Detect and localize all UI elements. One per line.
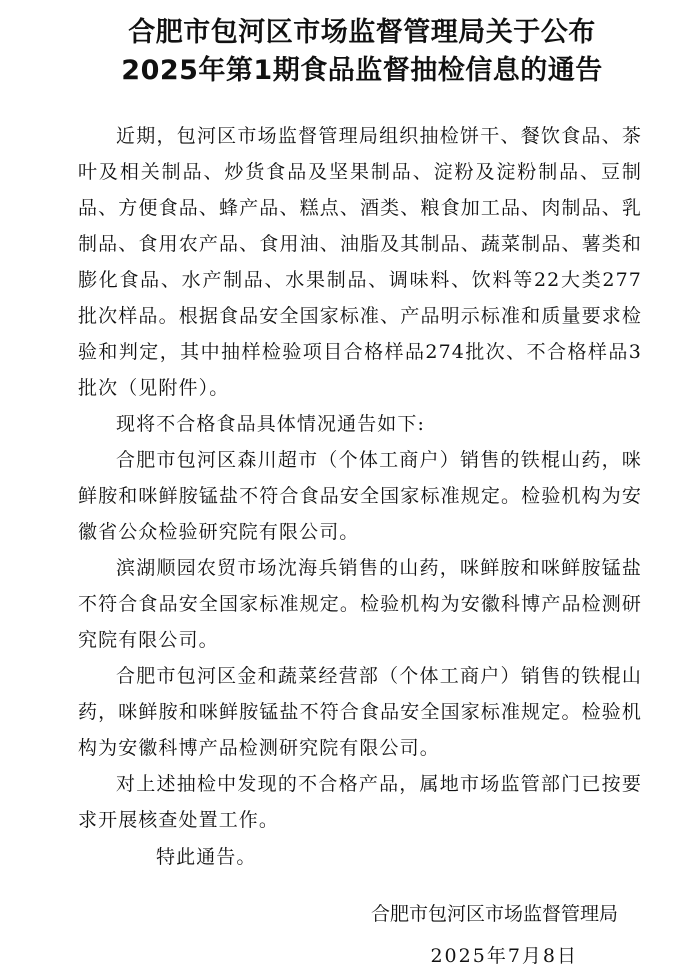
- signature-date: 2025年7月8日: [430, 945, 578, 967]
- title-line-1: 合肥市包河区市场监督管理局关于公布: [128, 17, 596, 48]
- paragraph-case-1: 合肥市包河区森川超市（个体工商户）销售的铁棍山药，咪鲜胺和咪鲜胺锰盐不符合食品安全国家标准规定。检验机构为安徽省公众检验研究院有限公司。: [78, 449, 642, 543]
- paragraph-intro: 近期，包河区市场监督管理局组织抽检饼干、餐饮食品、茶叶及相关制品、炒货食品及坚果制品、淀粉及淀粉制品、豆制品、方便食品、蜂产品、糕点、酒类、粮食加工品、肉制品、乳制品、食用农产品、食用油、油脂及其制品、蔬菜制品、薯类和膨化食品、水产制品、水果制品、调味料、饮料等22大类277批次样品。根据食品安全国家标准、产品明示标准和质量要求检验和判定，其中抽样检验项目合格样品274批次、不合格样品3批次（见附件）。: [78, 125, 642, 399]
- document-title: [52, 14, 672, 90]
- paragraph-case-3: 合肥市包河区金和蔬菜经营部（个体工商户）销售的铁棍山药，咪鲜胺和咪鲜胺锰盐不符合食品安全国家标准规定。检验机构为安徽科博产品检测研究院有限公司。: [78, 665, 642, 759]
- title-line-2: 2025年第1期食品监督抽检信息的通告: [121, 55, 603, 86]
- document-body: [78, 118, 642, 876]
- paragraph-case-2: 滨湖顺园农贸市场沈海兵销售的山药，咪鲜胺和咪鲜胺锰盐不符合食品安全国家标准规定。检验机构为安徽科博产品检测研究院有限公司。: [78, 557, 642, 651]
- paragraph-followup: 对上述抽检中发现的不合格产品，属地市场监管部门已按要求开展核查处置工作。: [78, 773, 642, 831]
- closing-remark: 特此通告。: [156, 846, 257, 868]
- signature-org: 合肥市包河区市场监督管理局: [370, 903, 618, 925]
- paragraph-announcement: 现将不合格食品具体情况通告如下:: [116, 413, 426, 435]
